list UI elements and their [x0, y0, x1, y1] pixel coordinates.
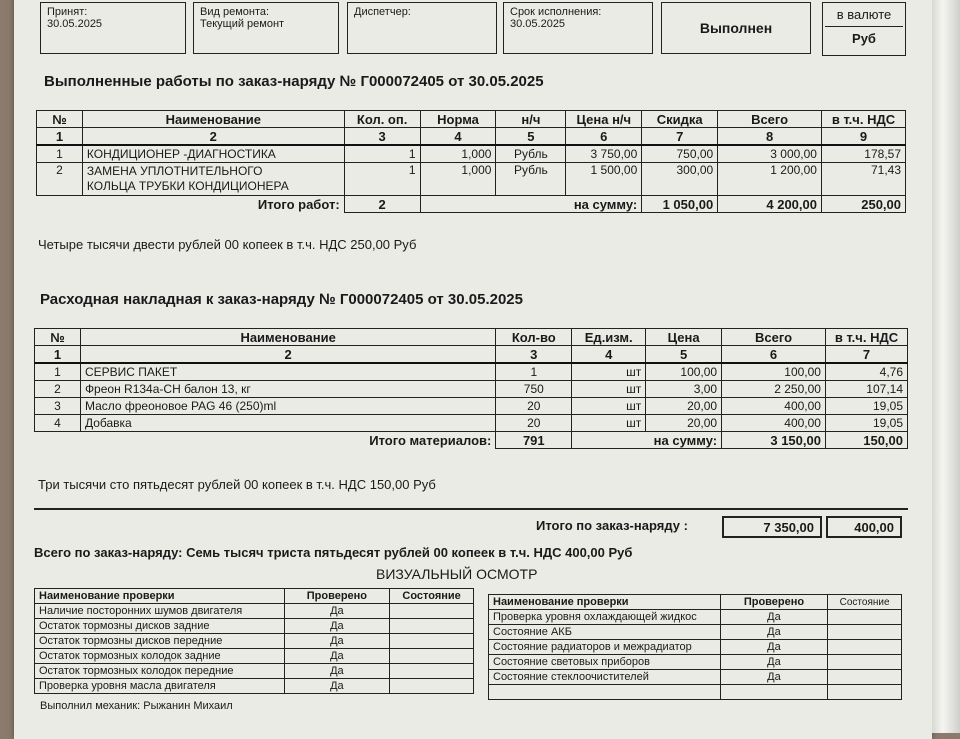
materials-col-header: Ед.изм.: [572, 329, 646, 346]
check-result: Да: [284, 604, 390, 619]
row-discount: 300,00: [642, 163, 718, 196]
materials-col-header: Цена: [646, 329, 722, 346]
check-name: Остаток тормозны дисков задние: [35, 619, 285, 634]
row-price: 1 500,00: [566, 163, 642, 196]
row-total: 3 000,00: [718, 145, 822, 163]
mechanic-signature: Выполнил механик: Рыжанин Михаил: [40, 700, 233, 712]
currency-box: [822, 2, 906, 56]
works-col-number: 8: [718, 128, 822, 146]
works-total-vat: 250,00: [821, 196, 905, 213]
list-item: [35, 649, 474, 664]
row-vat: 19,05: [825, 415, 907, 432]
materials-col-header: Всего: [722, 329, 826, 346]
row-unit: шт: [572, 398, 646, 415]
row-unit: шт: [572, 363, 646, 381]
row-unit: шт: [572, 381, 646, 398]
materials-col-header: №: [35, 329, 81, 346]
check-name: Состояние радиаторов и межрадиатор: [489, 640, 721, 655]
materials-total-qty: 791: [496, 432, 572, 449]
row-name: КОНДИЦИОНЕР -ДИАГНОСТИКА: [82, 145, 344, 163]
list-item: [489, 610, 902, 625]
accepted-box: [40, 2, 186, 54]
table-row: [37, 163, 906, 196]
inspection-col-name: Наименование проверки: [489, 595, 721, 610]
repair-type-box: [193, 2, 339, 54]
materials-col-number: 6: [722, 346, 826, 364]
order-total-vat-value: 400,00: [854, 520, 894, 535]
row-total: 1 200,00: [718, 163, 822, 196]
row-name-cell: [82, 163, 344, 196]
row-total: 2 250,00: [722, 381, 826, 398]
row-number: 1: [37, 145, 83, 163]
check-name: Состояние стеклоочистителей: [489, 670, 721, 685]
works-sum-in-words: Четыре тысячи двести рублей 00 копеек в т.ч. НДС 250,00 Руб: [38, 237, 417, 252]
works-table: [36, 110, 906, 213]
materials-total-sum: 3 150,00: [722, 432, 826, 449]
check-name: Остаток тормозных колодок передние: [35, 664, 285, 679]
check-name: Проверка уровня охлаждающей жидкос: [489, 610, 721, 625]
row-price: 20,00: [646, 415, 722, 432]
row-qty: 20: [496, 415, 572, 432]
status-text: Выполнен: [699, 20, 773, 36]
check-name: Состояние световых приборов: [489, 655, 721, 670]
row-qty: 1: [344, 163, 420, 196]
check-state: [390, 634, 474, 649]
deadline-label: Срок исполнения:: [510, 6, 602, 18]
works-col-header: Скидка: [642, 111, 718, 128]
check-state: [390, 649, 474, 664]
check-result: Да: [720, 625, 827, 640]
accepted-value: 30.05.2025: [47, 18, 103, 30]
works-col-number: 6: [566, 128, 642, 146]
works-total-label: Итого работ:: [37, 196, 345, 213]
materials-total-row: [35, 432, 908, 449]
materials-sum-in-words: Три тысячи сто пятьдесят рублей 00 копеек в т.ч. НДС 150,00 Руб: [38, 477, 436, 492]
works-col-header: Норма: [420, 111, 496, 128]
list-item: [489, 625, 902, 640]
row-norm: 1,000: [420, 163, 496, 196]
list-item: [35, 619, 474, 634]
row-name-line2: КОЛЬЦА ТРУБКИ КОНДИЦИОНЕРА: [86, 179, 289, 193]
row-price: 3 750,00: [566, 145, 642, 163]
repair-type-value: Текущий ремонт: [200, 18, 285, 30]
row-discount: 750,00: [642, 145, 718, 163]
works-total-qty: 2: [344, 196, 420, 213]
works-col-number: 2: [82, 128, 344, 146]
check-name: Наличие посторонних шумов двигателя: [35, 604, 285, 619]
check-state: [828, 655, 902, 670]
row-qty: 20: [496, 398, 572, 415]
materials-col-number: 1: [35, 346, 81, 364]
works-total-row: [37, 196, 906, 213]
works-col-number: 3: [344, 128, 420, 146]
row-price: 20,00: [646, 398, 722, 415]
row-qty: 750: [496, 381, 572, 398]
check-result: Да: [284, 664, 390, 679]
row-price: 100,00: [646, 363, 722, 381]
row-name: Добавка: [80, 415, 495, 432]
deadline-value: 30.05.2025: [510, 18, 566, 30]
currency-value: Руб: [825, 26, 903, 46]
row-number: 1: [35, 363, 81, 381]
row-qty: 1: [496, 363, 572, 381]
materials-col-number: 4: [572, 346, 646, 364]
works-col-number: 1: [37, 128, 83, 146]
row-vat: 178,57: [821, 145, 905, 163]
row-name: Масло фреоновое PAG 46 (250)ml: [80, 398, 495, 415]
row-unit: Рубль: [496, 145, 566, 163]
check-result: Да: [284, 649, 390, 664]
list-item: [35, 664, 474, 679]
check-state: [390, 619, 474, 634]
works-col-header: Всего: [718, 111, 822, 128]
row-unit: Рубль: [496, 163, 566, 196]
check-result: [720, 685, 827, 700]
materials-header-row: [35, 329, 908, 346]
check-state: [828, 610, 902, 625]
check-result: Да: [720, 640, 827, 655]
table-row: [35, 363, 908, 381]
order-total-sum-value: 7 350,00: [763, 520, 814, 535]
list-item: [489, 655, 902, 670]
works-col-header: н/ч: [496, 111, 566, 128]
works-col-header: №: [37, 111, 83, 128]
materials-table: [34, 328, 908, 449]
materials-title: Расходная накладная к заказ-наряду № Г000072405 от 30.05.2025: [40, 291, 523, 308]
check-state: [828, 670, 902, 685]
accepted-label: Принят:: [47, 6, 88, 18]
status-badge: [661, 2, 811, 54]
order-total-label: Итого по заказ-наряду :: [536, 518, 688, 533]
check-result: Да: [720, 610, 827, 625]
check-name: Остаток тормозных колодок задние: [35, 649, 285, 664]
row-number: 2: [37, 163, 83, 196]
currency-label: в валюте: [836, 7, 892, 22]
inspection-col-state: Состояние: [828, 595, 902, 610]
row-number: 2: [35, 381, 81, 398]
table-row: [35, 415, 908, 432]
works-header-row: [37, 111, 906, 128]
plastic-sleeve-edge: [932, 0, 960, 733]
row-total: 400,00: [722, 415, 826, 432]
order-total-sum: [722, 516, 822, 538]
check-name: Проверка уровня масла двигателя: [35, 679, 285, 694]
works-col-header: Наименование: [82, 111, 344, 128]
materials-total-label: Итого материалов:: [35, 432, 496, 449]
works-title: Выполненные работы по заказ-наряду № Г000072405 от 30.05.2025: [44, 73, 544, 90]
works-total-discount: 1 050,00: [642, 196, 718, 213]
order-total-in-words: Всего по заказ-наряду: Семь тысяч триста пятьдесят рублей 00 копеек в т.ч. НДС 400,00 Руб: [34, 545, 633, 560]
materials-col-number: 2: [80, 346, 495, 364]
table-row: [37, 145, 906, 163]
repair-type-label: Вид ремонта:: [200, 6, 270, 18]
list-item: [489, 670, 902, 685]
check-result: Да: [720, 670, 827, 685]
row-qty: 1: [344, 145, 420, 163]
deadline-box: [503, 2, 653, 54]
works-total-sum: 4 200,00: [718, 196, 822, 213]
row-number: 3: [35, 398, 81, 415]
table-row: [35, 381, 908, 398]
list-item: [35, 634, 474, 649]
row-total: 100,00: [722, 363, 826, 381]
check-state: [828, 640, 902, 655]
check-name: Состояние АКБ: [489, 625, 721, 640]
check-result: Да: [284, 679, 390, 694]
check-state: [390, 604, 474, 619]
order-total-vat: [826, 516, 902, 538]
works-col-number: 5: [496, 128, 566, 146]
works-colnum-row: [37, 128, 906, 146]
row-total: 400,00: [722, 398, 826, 415]
inspection-col-state: Состояние: [390, 589, 474, 604]
materials-col-number: 3: [496, 346, 572, 364]
materials-col-header: Кол-во: [496, 329, 572, 346]
row-name: ЗАМЕНА УПЛОТНИТЕЛЬНОГО: [86, 164, 263, 178]
table-row: [35, 398, 908, 415]
materials-col-number: 7: [825, 346, 907, 364]
check-name: [489, 685, 721, 700]
materials-col-header: в т.ч. НДС: [825, 329, 907, 346]
inspection-col-name: Наименование проверки: [35, 589, 285, 604]
dispatcher-box: [347, 2, 497, 54]
check-result: Да: [284, 634, 390, 649]
row-vat: 19,05: [825, 398, 907, 415]
works-col-number: 7: [642, 128, 718, 146]
works-col-number: 9: [821, 128, 905, 146]
check-result: Да: [284, 619, 390, 634]
inspection-col-checked: Проверено: [284, 589, 390, 604]
row-number: 4: [35, 415, 81, 432]
works-col-number: 4: [420, 128, 496, 146]
row-vat: 107,14: [825, 381, 907, 398]
check-state: [390, 679, 474, 694]
row-vat: 71,43: [821, 163, 905, 196]
list-item: [35, 679, 474, 694]
list-item: [489, 640, 902, 655]
materials-col-header: Наименование: [80, 329, 495, 346]
materials-total-vat: 150,00: [825, 432, 907, 449]
works-col-header: Цена н/ч: [566, 111, 642, 128]
row-unit: шт: [572, 415, 646, 432]
check-name: Остаток тормозны дисков передние: [35, 634, 285, 649]
inspection-col-checked: Проверено: [720, 595, 827, 610]
materials-colnum-row: [35, 346, 908, 364]
materials-col-number: 5: [646, 346, 722, 364]
works-col-header: Кол. оп.: [344, 111, 420, 128]
check-state: [828, 625, 902, 640]
list-item: [489, 685, 902, 700]
check-state: [828, 685, 902, 700]
row-price: 3,00: [646, 381, 722, 398]
inspection-title: ВИЗУАЛЬНЫЙ ОСМОТР: [376, 566, 538, 582]
inspection-table-right: [488, 594, 902, 700]
check-result: Да: [720, 655, 827, 670]
inspection-table-left: [34, 588, 474, 694]
dispatcher-label: Диспетчер:: [354, 6, 411, 18]
row-name: СЕРВИС ПАКЕТ: [80, 363, 495, 381]
materials-sum-label: на сумму:: [572, 432, 722, 449]
works-sum-label: на сумму:: [420, 196, 642, 213]
row-vat: 4,76: [825, 363, 907, 381]
works-col-header: в т.ч. НДС: [821, 111, 905, 128]
list-item: [35, 604, 474, 619]
check-state: [390, 664, 474, 679]
divider: [34, 508, 908, 510]
row-norm: 1,000: [420, 145, 496, 163]
row-name: Фреон R134a-CH балон 13, кг: [80, 381, 495, 398]
